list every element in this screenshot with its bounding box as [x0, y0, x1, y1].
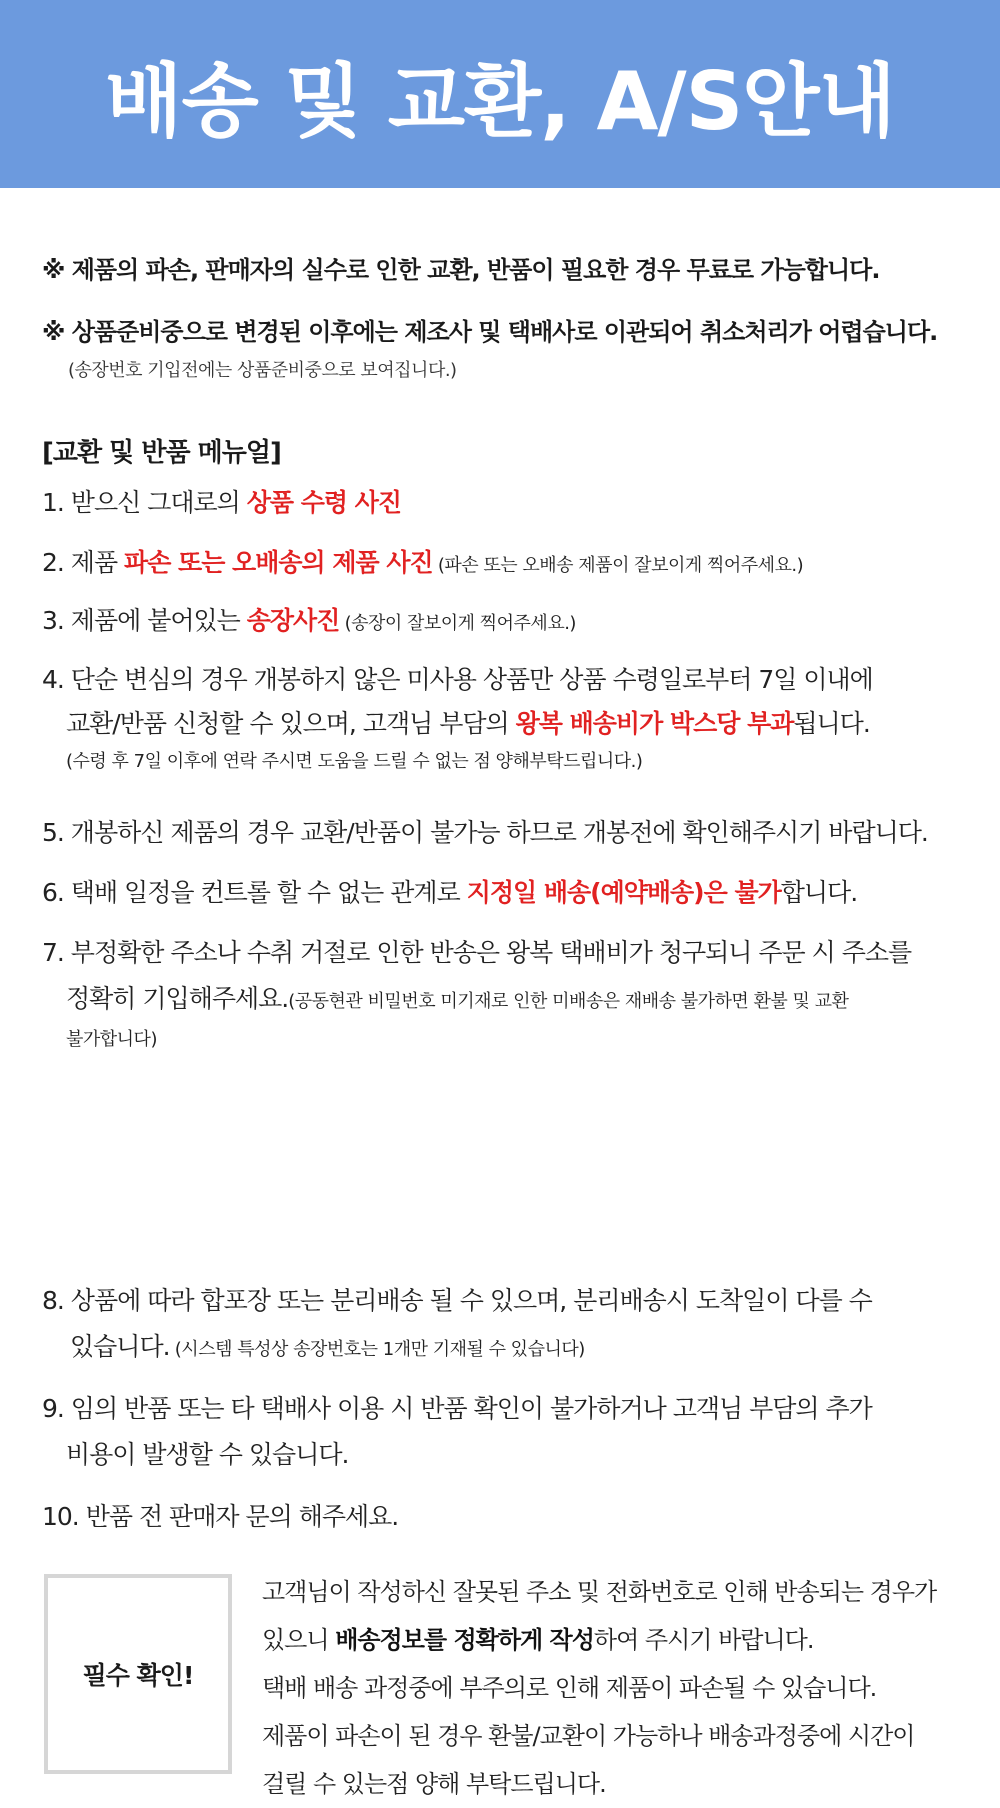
- notice-cancel-restriction: ※ 상품준비중으로 변경된 이후에는 제조사 및 택배사로 이관되어 취소처리가 어렵습니다.: [42, 318, 938, 346]
- list-item-9: 9. 임의 반품 또는 타 택배사 이용 시 반품 확인이 불가하거나 고객님 부담의 추가 비용이 발생할 수 있습니다.: [42, 1394, 872, 1469]
- list-item-6: 6. 택배 일정을 컨트롤 할 수 없는 관계로 지정일 배송(예약배송)은 불가합니다.: [42, 878, 858, 907]
- required-check-label: 필수 확인!: [82, 1661, 194, 1690]
- notice-free-exchange: ※ 제품의 파손, 판매자의 실수로 인한 교환, 반품이 필요한 경우 무료로 가능합니다.: [42, 256, 880, 284]
- manual-title: [교환 및 반품 메뉴얼]: [42, 438, 281, 468]
- list-item-3: 3. 제품에 붙어있는 송장사진 (송장이 잘보이게 찍어주세요.): [42, 606, 576, 635]
- list-item-4: 4. 단순 변심의 경우 개봉하지 않은 미사용 상품만 상품 수령일로부터 7일 이내에 교환/반품 신청할 수 있으며, 고객님 부담의 왕복 배송비가 박스당 부과됩니다. (수령 후 7일 이후에 연락 주시면 도움을 드릴 수 없는 점 양해부탁드립니다.): [42, 665, 873, 772]
- required-check-text: 고객님이 작성하신 잘못된 주소 및 전화번호로 인해 반송되는 경우가 있으니 배송정보를 정확하게 작성하여 주시기 바랍니다. 택배 배송 과정중에 부주의로 인해 제품이 파손될 수 있습니다. 제품이 파손이 된 경우 환불/교환이 가능하나 배송과정중에 시간이 걸릴 수 있는점 양해 부탁드립니다.: [262, 1578, 937, 1798]
- list-item-7: 7. 부정확한 주소나 수취 거절로 인한 반송은 왕복 택배비가 청구되니 주문 시 주소를 정확히 기입해주세요.(공동현관 비밀번호 미기재로 인한 미배송은 재배송 불가하면 환불 및 교환 불가합니다): [42, 938, 912, 1050]
- page-title: 배송 및 교환, A/S안내: [105, 54, 895, 148]
- list-item-1: 1. 받으신 그대로의 상품 수령 사진: [42, 488, 402, 517]
- list-item-10: 10. 반품 전 판매자 문의 해주세요.: [42, 1502, 399, 1531]
- required-check-box: [44, 1574, 232, 1774]
- header-banner: [0, 0, 1000, 188]
- list-item-8: 8. 상품에 따라 합포장 또는 분리배송 될 수 있으며, 분리배송시 도착일이 다를 수 있습니다. (시스템 특성상 송장번호는 1개만 기재될 수 있습니다): [42, 1286, 872, 1361]
- notice-subnote: (송장번호 기입전에는 상품준비중으로 보여집니다.): [68, 360, 457, 381]
- list-item-5: 5. 개봉하신 제품의 경우 교환/반품이 불가능 하므로 개봉전에 확인해주시기 바랍니다.: [42, 818, 928, 847]
- list-item-2: 2. 제품 파손 또는 오배송의 제품 사진 (파손 또는 오배송 제품이 잘보이게 찍어주세요.): [42, 548, 804, 577]
